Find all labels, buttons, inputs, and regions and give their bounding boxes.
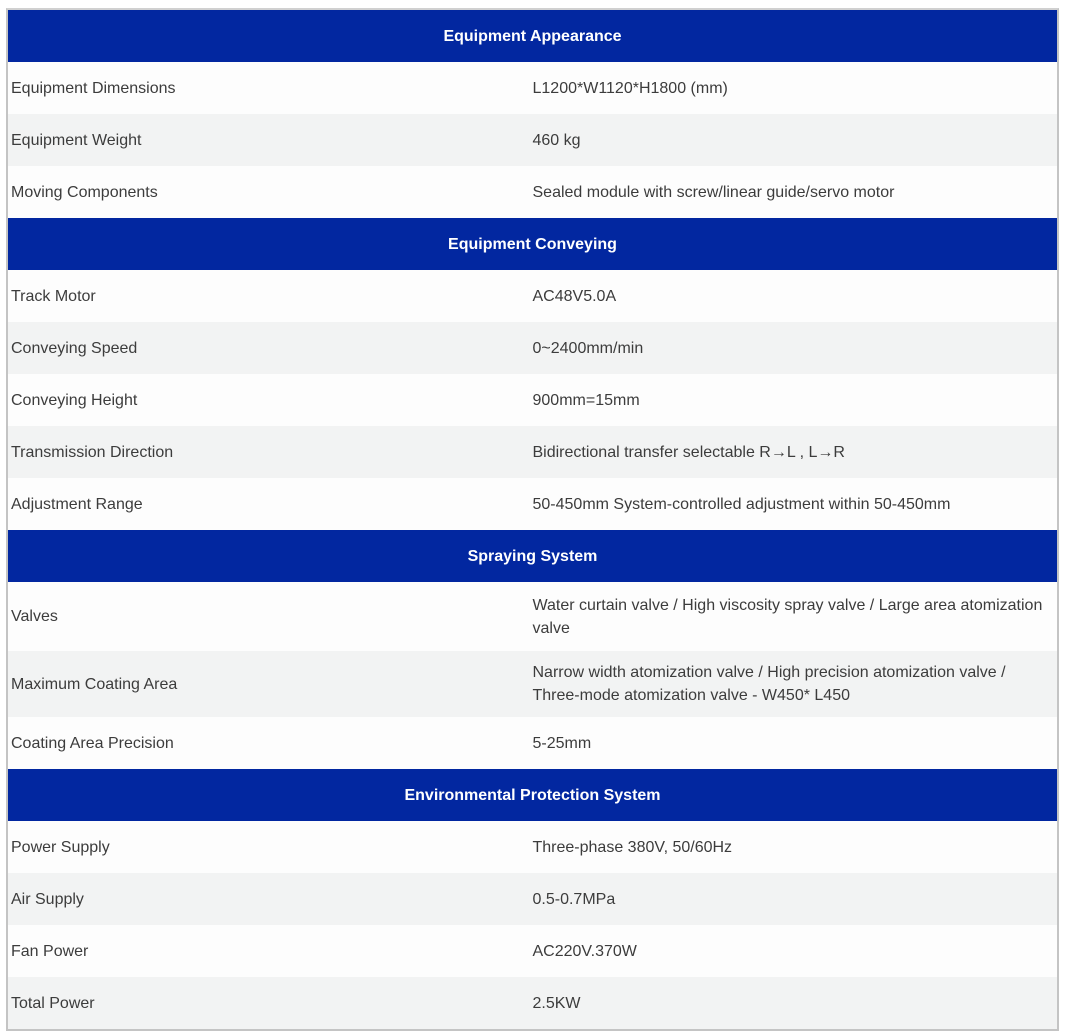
spec-row bbox=[8, 166, 1057, 218]
spec-label: Transmission Direction bbox=[8, 426, 533, 478]
section-header bbox=[8, 769, 1057, 821]
spec-value-line: 460 kg bbox=[532, 131, 581, 149]
spec-label: Equipment Dimensions bbox=[8, 62, 533, 114]
spec-value bbox=[533, 114, 1058, 166]
spec-value-line: 0.5-0.7MPa bbox=[532, 890, 616, 908]
spec-row bbox=[8, 873, 1057, 925]
section-title: Equipment Conveying bbox=[8, 218, 1057, 270]
spec-label: Conveying Speed bbox=[8, 322, 533, 374]
spec-label: Total Power bbox=[8, 977, 533, 1029]
section-title: Equipment Appearance bbox=[8, 10, 1057, 62]
spec-label: Track Motor bbox=[8, 270, 533, 322]
spec-value bbox=[533, 426, 1058, 478]
spec-value-line: Three-phase 380V, 50/60Hz bbox=[532, 838, 733, 856]
spec-label: Maximum Coating Area bbox=[8, 651, 533, 717]
spec-value bbox=[533, 651, 1058, 717]
spec-value-line: Bidirectional transfer selectable R→L , L→R bbox=[532, 443, 845, 461]
spec-row bbox=[8, 374, 1057, 426]
spec-row bbox=[8, 62, 1057, 114]
spec-value bbox=[533, 717, 1058, 769]
section-header bbox=[8, 10, 1057, 62]
spec-value bbox=[533, 478, 1058, 530]
spec-value-line: 2.5KW bbox=[532, 994, 581, 1012]
spec-value bbox=[533, 977, 1058, 1029]
spec-row bbox=[8, 478, 1057, 530]
spec-value-line: Water curtain valve / High viscosity spray valve / Large area atomization valve bbox=[532, 596, 1043, 637]
spec-row bbox=[8, 270, 1057, 322]
spec-row bbox=[8, 717, 1057, 769]
spec-label: Coating Area Precision bbox=[8, 717, 533, 769]
spec-value bbox=[533, 62, 1058, 114]
spec-value bbox=[533, 821, 1058, 873]
spec-label: Conveying Height bbox=[8, 374, 533, 426]
spec-label: Equipment Weight bbox=[8, 114, 533, 166]
spec-label: Air Supply bbox=[8, 873, 533, 925]
spec-label: Moving Components bbox=[8, 166, 533, 218]
spec-value-line: Narrow width atomization valve / High precision atomization valve / bbox=[532, 664, 1006, 681]
section-title: Environmental Protection System bbox=[8, 769, 1057, 821]
spec-value-line: AC48V5.0A bbox=[532, 287, 617, 305]
spec-row bbox=[8, 925, 1057, 977]
spec-row bbox=[8, 582, 1057, 651]
spec-table bbox=[8, 10, 1057, 1029]
spec-value bbox=[533, 322, 1058, 374]
spec-table-container bbox=[6, 8, 1059, 1031]
spec-value-line: 5-25mm bbox=[532, 734, 592, 752]
spec-row bbox=[8, 426, 1057, 478]
spec-label: Fan Power bbox=[8, 925, 533, 977]
section-title: Spraying System bbox=[8, 530, 1057, 582]
spec-value-line: Sealed module with screw/linear guide/servo motor bbox=[532, 183, 895, 201]
spec-value bbox=[533, 270, 1058, 322]
spec-value-line: 0~2400mm/min bbox=[532, 339, 644, 357]
spec-value bbox=[533, 925, 1058, 977]
spec-row bbox=[8, 114, 1057, 166]
spec-row bbox=[8, 821, 1057, 873]
spec-row bbox=[8, 322, 1057, 374]
spec-value bbox=[533, 374, 1058, 426]
spec-label: Valves bbox=[8, 582, 533, 651]
spec-value bbox=[533, 166, 1058, 218]
spec-value-line: 900mm=15mm bbox=[532, 391, 640, 409]
spec-value-line: 50-450mm System-controlled adjustment within 50-450mm bbox=[532, 495, 951, 513]
section-header bbox=[8, 530, 1057, 582]
spec-label: Adjustment Range bbox=[8, 478, 533, 530]
spec-value bbox=[533, 873, 1058, 925]
spec-value bbox=[533, 582, 1058, 651]
spec-value-line: Three-mode atomization valve - W450* L450 bbox=[532, 687, 850, 704]
spec-label: Power Supply bbox=[8, 821, 533, 873]
spec-row bbox=[8, 977, 1057, 1029]
spec-value-line: L1200*W1120*H1800 (mm) bbox=[532, 79, 728, 97]
spec-row bbox=[8, 651, 1057, 717]
section-header bbox=[8, 218, 1057, 270]
spec-value-line: AC220V.370W bbox=[532, 942, 637, 960]
